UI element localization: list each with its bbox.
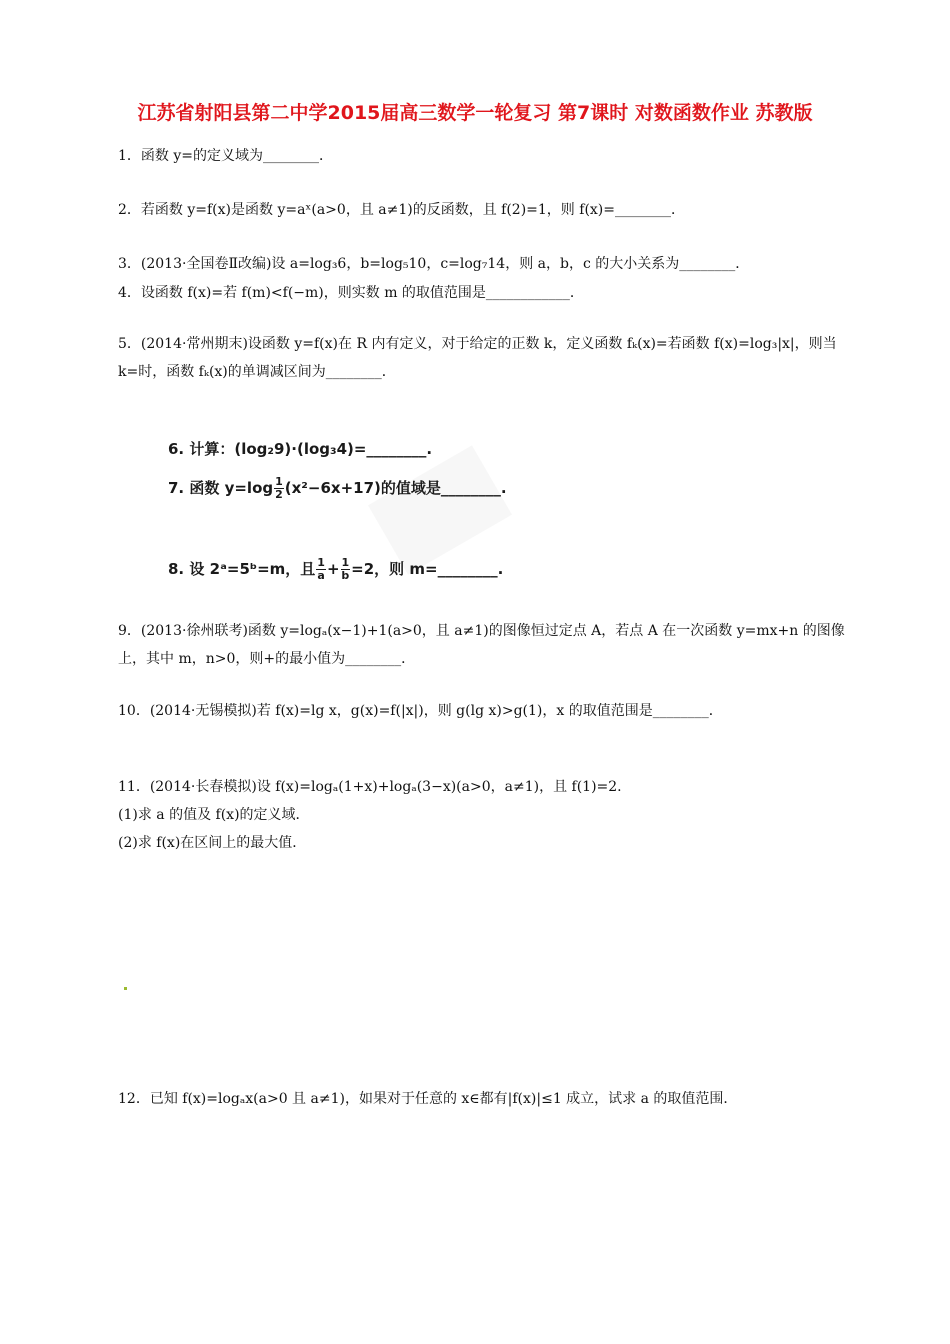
question-7-suffix: (x²−6x+17)的值域是________. — [284, 479, 507, 497]
question-6: 6. 计算：(log₂9)·(log₃4)=________. — [168, 440, 433, 458]
question-8-fraction-1-numerator: 1 — [317, 556, 325, 569]
question-8-fraction-1-denominator: a — [317, 569, 325, 582]
question-7 — [168, 476, 507, 501]
question-8-fraction-2-denominator: b — [341, 569, 350, 582]
question-8-suffix: =2，则 m=________. — [351, 560, 504, 578]
watermark — [368, 445, 512, 574]
document-title: 江苏省射阳县第二中学2015届高三数学一轮复习 第7课时 对数函数作业 苏教版 — [137, 102, 813, 124]
question-11: 11．(2014·长春模拟)设 f(x)=logₐ(1+x)+logₐ(3−x)(a>0，a≠1)，且 f(1)=2. — [118, 779, 622, 795]
question-8-prefix: 8. 设 2ᵃ=5ᵇ=m，且 — [168, 560, 316, 578]
question-4: 4．设函数 f(x)=若 f(m)<f(−m)，则实数 m 的取值范围是____________． — [118, 285, 584, 301]
question-8-fraction-1 — [316, 557, 326, 582]
question-10: 10．(2014·无锡模拟)若 f(x)=lg x，g(x)=f(|x|)，则 g(lg x)>g(1)，x 的取值范围是________． — [118, 703, 723, 719]
question-7-prefix: 7. 函数 y=log — [168, 479, 274, 497]
question-8-fraction-2-numerator: 1 — [341, 556, 350, 569]
question-8-fraction-2 — [341, 557, 351, 582]
question-7-base-denominator: 2 — [275, 488, 283, 501]
question-7-log-base — [274, 476, 284, 501]
question-8-plus: + — [326, 560, 340, 578]
question-5: 5．(2014·常州期末)设函数 y=f(x)在 R 内有定义，对于给定的正数 k，定义函数 fₖ(x)=若函数 f(x)=log₃|x|，则当 k=时，函数 fₖ(x)的单调减区间为________． — [118, 336, 837, 380]
question-2: 2．若函数 y=f(x)是函数 y=aˣ(a>0，且 a≠1)的反函数，且 f(2)=1，则 f(x)=________． — [118, 202, 685, 218]
question-11-part-2: (2)求 f(x)在区间上的最大值． — [118, 835, 307, 851]
scan-speck — [124, 987, 127, 990]
question-3: 3．(2013·全国卷Ⅱ改编)设 a=log₃6，b=log₅10，c=log₇14，则 a，b，c 的大小关系为________． — [118, 256, 750, 272]
question-1: 1．函数 y=的定义域为________． — [118, 148, 333, 164]
question-9: 9．(2013·徐州联考)函数 y=logₐ(x−1)+1(a>0，且 a≠1)的图像恒过定点 A，若点 A 在一次函数 y=mx+n 的图像上，其中 m，n>0，则+的最小值为________． — [118, 623, 845, 667]
question-12: 12．已知 f(x)=logₐx(a>0 且 a≠1)，如果对于任意的 x∈都有|f(x)|≤1 成立，试求 a 的取值范围． — [118, 1091, 738, 1107]
question-8 — [168, 557, 503, 582]
question-7-base-numerator: 1 — [275, 475, 283, 488]
question-11-part-1: (1)求 a 的值及 f(x)的定义域． — [118, 807, 310, 823]
